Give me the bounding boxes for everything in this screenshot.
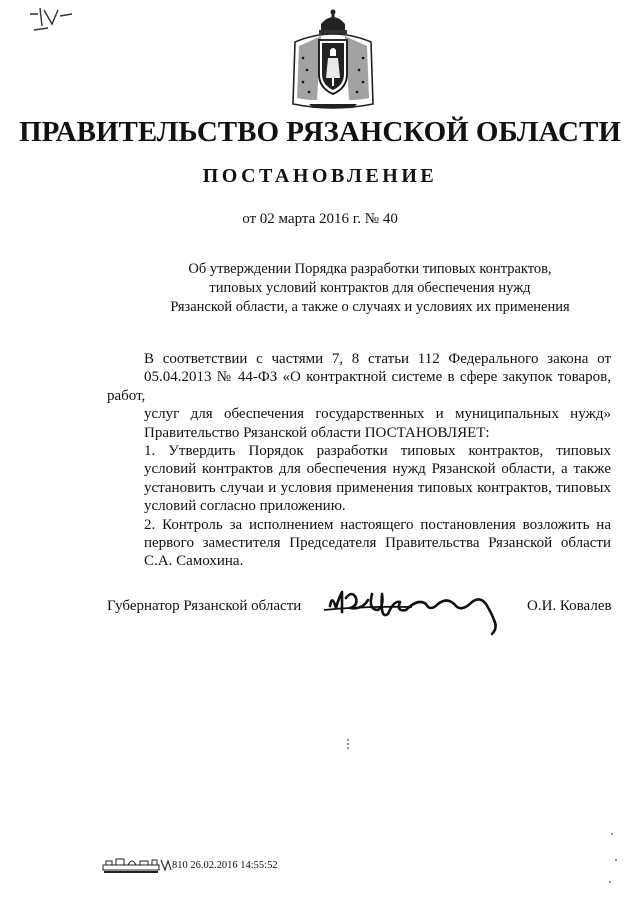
- footer-logo-icon: [102, 855, 160, 875]
- signatory-position: Губернатор Рязанской области: [107, 598, 302, 614]
- body-paragraph: [107, 516, 611, 571]
- document-date-number: от 02 марта 2016 г. № 40: [242, 211, 398, 227]
- body-line: 05.04.2013 № 44-ФЗ «О контрактной системе в сфере закупок товаров, работ,: [107, 369, 611, 404]
- government-title: ПРАВИТЕЛЬСТВО РЯЗАНСКОЙ ОБЛАСТИ: [19, 116, 621, 148]
- corner-mark-icon: [28, 4, 78, 34]
- document-type: ПОСТАНОВЛЕНИЕ: [202, 165, 438, 187]
- stamp-mark-icon: [160, 858, 172, 872]
- body-line: Правительство Рязанской области ПОСТАНОВЛЯЕТ:: [144, 424, 490, 441]
- signature-icon: [322, 580, 522, 638]
- footer-stamp: 810 26.02.2016 14:55:52: [172, 860, 278, 871]
- body-line: 1. Утвердить Порядок разработки типовых контрактов, типовых: [144, 443, 611, 460]
- body-line: 2. Контроль за исполнением настоящего постановления возложить на: [144, 516, 611, 533]
- body-line: В соответствии с частями 7, 8 статьи 112 Федерального закона от: [144, 351, 611, 367]
- body-paragraph: [107, 350, 611, 442]
- subject-line: типовых условий контрактов для обеспечения нужд: [209, 280, 531, 296]
- body-paragraph: [107, 442, 611, 516]
- subject-line: Рязанской области, а также о случаях и условиях их применения: [170, 299, 570, 315]
- coat-of-arms-icon: [287, 8, 379, 112]
- scan-mark-icon: [604, 830, 624, 890]
- body-line: первого заместителя Председателя Правительства Рязанской области: [144, 535, 611, 552]
- body-line: условий согласно приложению.: [144, 498, 346, 515]
- body-line: условий контрактов для обеспечения нужд Рязанской области, а также: [144, 461, 611, 478]
- body-line: услуг для обеспечения государственных и муниципальных нужд»: [144, 406, 611, 423]
- document-subject: [150, 260, 590, 317]
- subject-line: Об утверждении Порядка разработки типовых контрактов,: [188, 261, 552, 277]
- body-line: С.А. Самохина.: [144, 553, 244, 570]
- signatory-name: О.И. Ковалев: [527, 598, 612, 614]
- document-body: [107, 350, 611, 571]
- body-line: установить случаи и условия применения типовых контрактов, типовых: [144, 479, 611, 496]
- scan-mark-icon: [344, 738, 352, 750]
